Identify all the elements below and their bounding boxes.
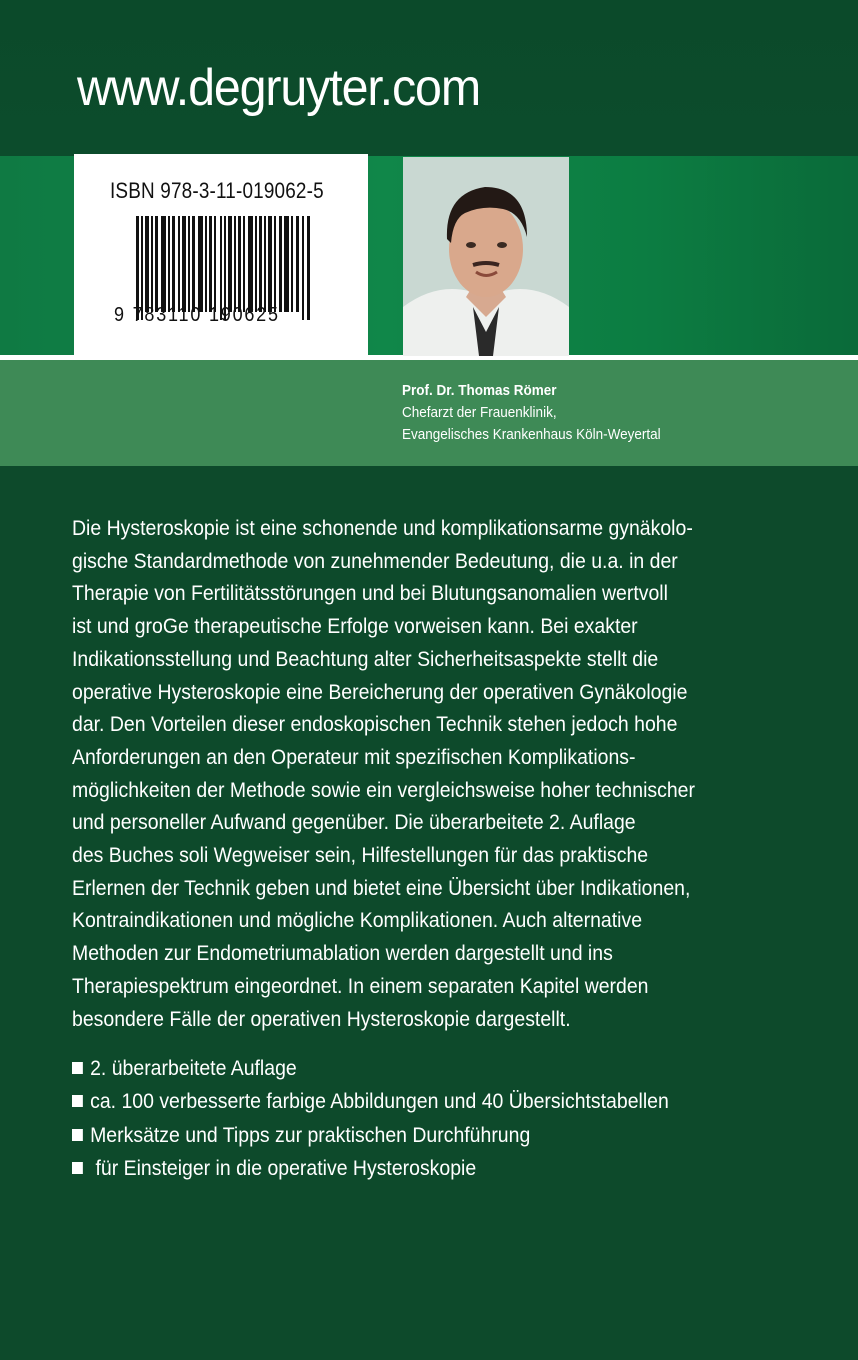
description-line: und personeller Aufwand gegenüber. Die überarbeitete 2. Auflage (72, 810, 636, 835)
feature-item (72, 1052, 669, 1085)
feature-text: für Einsteiger in die operative Hysteroskopie (90, 1155, 477, 1180)
description-line: Erlernen der Technik geben und bietet eine Übersicht über Indikationen, (72, 875, 691, 900)
feature-text: ca. 100 verbesserte farbige Abbildungen und 40 Übersichtstabellen (90, 1089, 669, 1114)
feature-item (72, 1119, 669, 1152)
author-name: Prof. Dr. Thomas Römer (402, 382, 557, 399)
description-line: operative Hysteroskopie eine Bereicherung der operativen Gynäkologie (72, 679, 688, 704)
description-line: Therapie von Fertilitätsstörungen und bei Blutungsanomalien wertvoll (72, 581, 668, 606)
description-line: Die Hysteroskopie ist eine schonende und komplikationsarme gynäkolo- (72, 516, 693, 540)
description-line: Indikationsstellung und Beachtung alter Sicherheitsaspekte stellt die (72, 646, 659, 671)
barcode-digits: 9 783110 190625 (114, 304, 280, 326)
description-line: gische Standardmethode von zunehmender Bedeutung, die u.a. in der (72, 548, 678, 573)
description (72, 512, 706, 1035)
description-line: des Buches soli Wegweiser sein, Hilfestellungen für das praktische (72, 843, 649, 868)
isbn-block (74, 154, 368, 360)
bullet-square-icon (72, 1095, 83, 1107)
isbn-label: ISBN 978-3-11-019062-5 (110, 178, 324, 203)
feature-item (72, 1085, 669, 1118)
author-photo (403, 157, 569, 356)
description-line: besondere Fälle der operativen Hysteroskopie dargestellt. (72, 1006, 571, 1031)
header-band (0, 0, 858, 156)
author-caption (402, 380, 661, 446)
description-line: ist und groGe therapeutische Erfolge vorweisen kann. Bei exakter (72, 614, 638, 639)
author-position: Chefarzt der Frauenklinik, (402, 404, 557, 421)
bullet-square-icon (72, 1062, 83, 1074)
description-line: Therapiespektrum eingeordnet. In einem separaten Kapitel werden (72, 973, 649, 998)
feature-item (72, 1152, 669, 1185)
description-line: Kontraindikationen und mögliche Komplikationen. Auch alternative (72, 908, 643, 933)
author-institution: Evangelisches Krankenhaus Köln-Weyertal (402, 426, 661, 443)
description-line: möglichkeiten der Methode sowie ein vergleichsweise hoher technischer (72, 777, 695, 802)
description-line: Methoden zur Endometriumablation werden dargestellt und ins (72, 941, 613, 966)
bullet-square-icon (72, 1162, 83, 1174)
feature-list (72, 1052, 669, 1185)
description-line: Anforderungen an den Operateur mit spezifischen Komplikations- (72, 744, 636, 769)
publisher-url[interactable]: www.degruyter.com (77, 59, 481, 117)
feature-text: Merksätze und Tipps zur praktischen Durchführung (90, 1122, 531, 1147)
feature-text: 2. überarbeitete Auflage (90, 1056, 297, 1080)
description-line: dar. Den Vorteilen dieser endoskopischen Technik stehen jedoch hohe (72, 712, 678, 737)
bullet-square-icon (72, 1129, 83, 1141)
